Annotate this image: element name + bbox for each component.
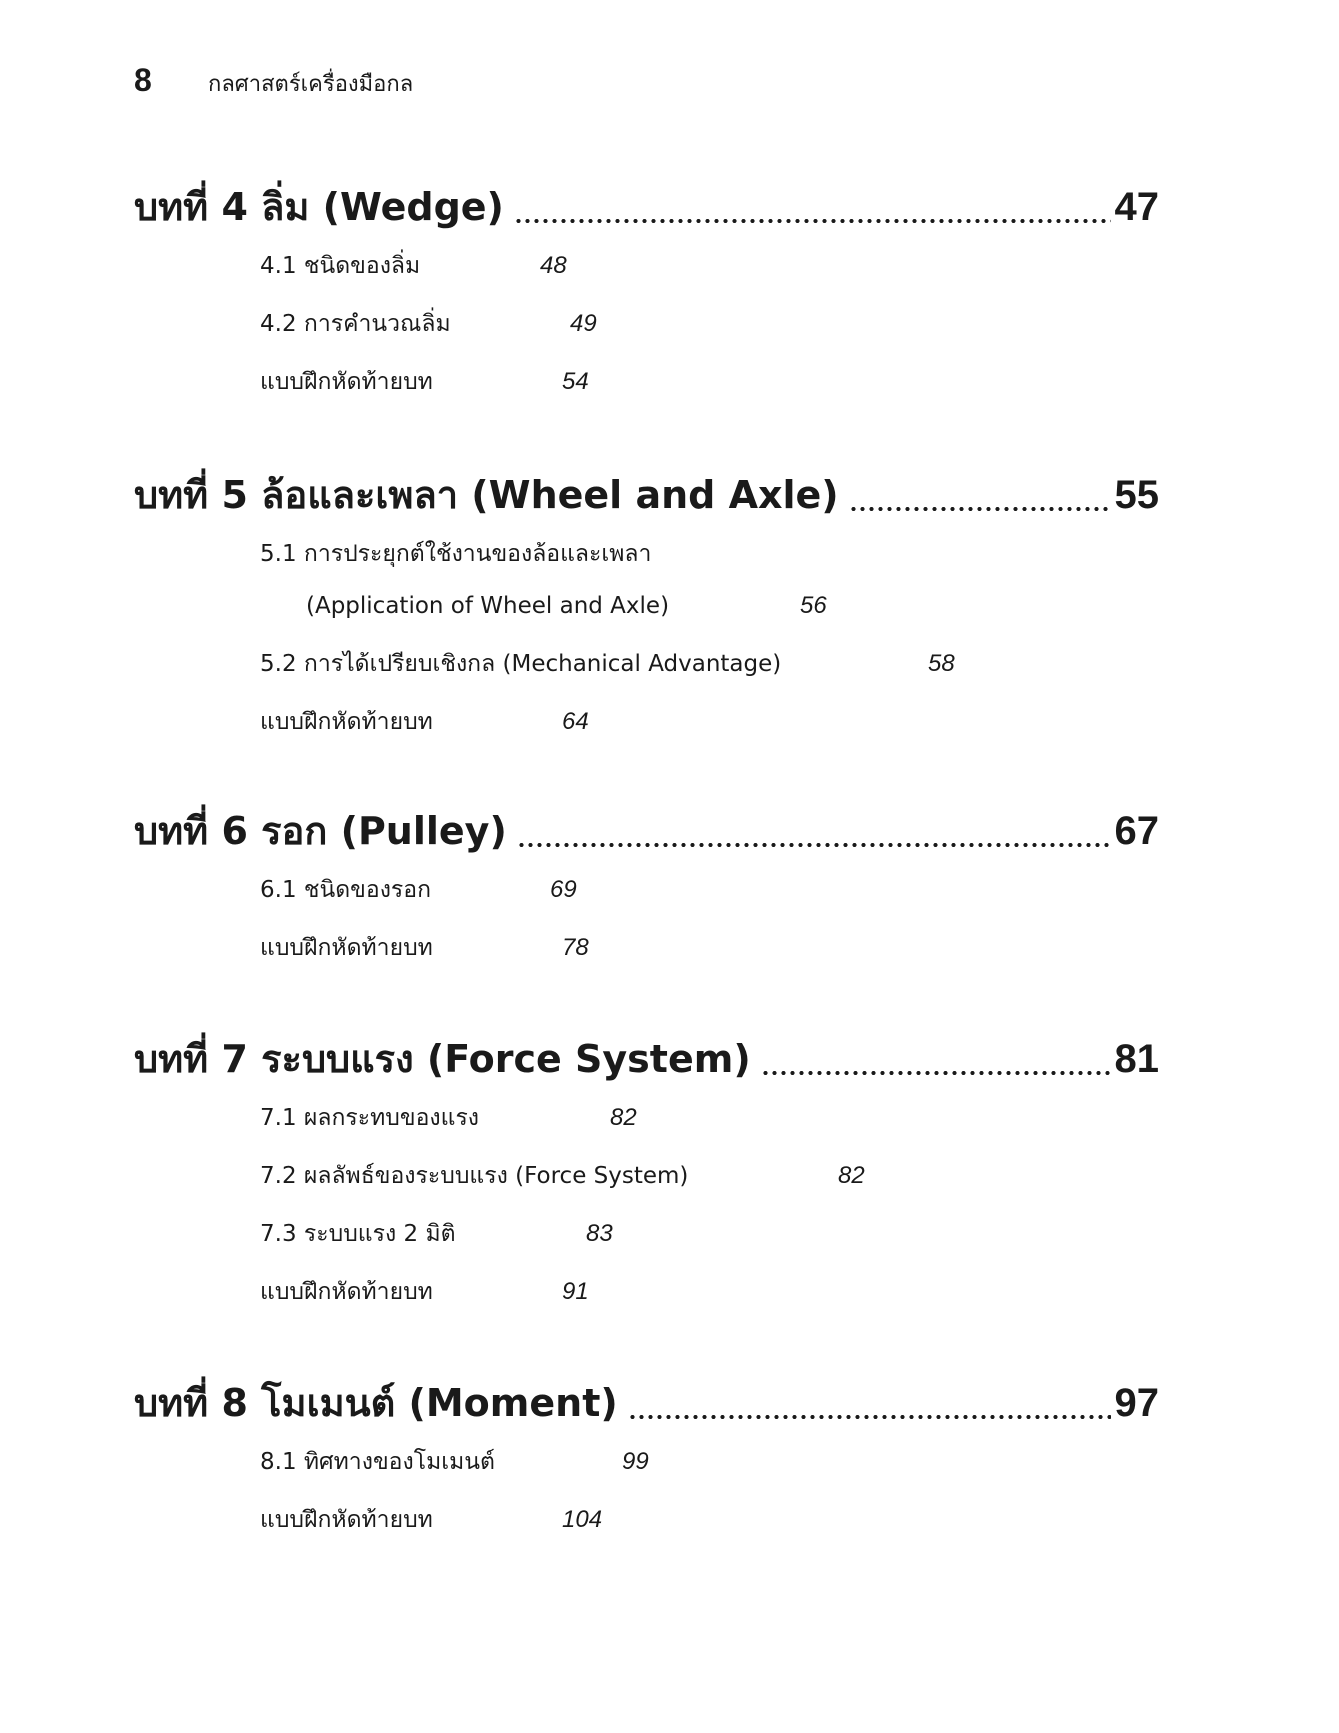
chapter-8	[134, 1372, 1159, 1560]
entry-text: 7.1 ผลกระทบของแรง	[260, 1105, 480, 1131]
chapter-heading[interactable]	[134, 176, 1159, 238]
entry-page-number: 83	[586, 1220, 613, 1247]
chapter-page-number: 55	[1114, 473, 1159, 517]
entry-text: แบบฝึกหัดท้ายบท	[260, 1279, 433, 1305]
entry-text: แบบฝึกหัดท้ายบท	[260, 709, 433, 735]
dot-leader	[761, 1068, 1111, 1078]
entry-text: 7.2 ผลลัพธ์ของระบบแรง (Force System)	[260, 1163, 689, 1189]
chapter-page-number: 81	[1114, 1037, 1159, 1081]
page-header	[134, 62, 413, 101]
entry-page-number: 91	[562, 1278, 589, 1305]
toc-entry[interactable]	[260, 1100, 1159, 1158]
toc-entry[interactable]	[260, 646, 1159, 704]
entry-text: 7.3 ระบบแรง 2 มิติ	[260, 1221, 456, 1247]
entry-page-number: 58	[928, 650, 955, 677]
toc-entry[interactable]	[260, 306, 1159, 364]
chapter-heading[interactable]	[134, 800, 1159, 862]
toc-entry[interactable]	[260, 872, 1159, 930]
entry-page-number: 69	[550, 876, 577, 903]
chapter-heading[interactable]	[134, 1028, 1159, 1090]
chapter-title: บทที่ 7 ระบบแรง (Force System)	[134, 1037, 751, 1081]
section-list	[260, 1444, 1159, 1560]
entry-page-number: 54	[562, 368, 589, 395]
chapter-page-number: 97	[1114, 1381, 1159, 1425]
chapter-title: บทที่ 6 รอก (Pulley)	[134, 809, 507, 853]
toc-entry-exercises[interactable]	[260, 704, 1159, 762]
section-list	[260, 1100, 1159, 1332]
dot-leader	[849, 504, 1111, 514]
entry-page-number: 78	[562, 934, 589, 961]
toc-entry[interactable]	[260, 1216, 1159, 1274]
entry-page-number: 56	[800, 592, 827, 619]
dot-leader	[628, 1412, 1111, 1422]
entry-text: แบบฝึกหัดท้ายบท	[260, 935, 433, 961]
section-list	[260, 872, 1159, 988]
entry-page-number: 82	[838, 1162, 865, 1189]
toc-entry[interactable]	[260, 1158, 1159, 1216]
chapter-4	[134, 176, 1159, 422]
chapter-title: บทที่ 5 ล้อและเพลา (Wheel and Axle)	[134, 473, 839, 517]
toc-entry-exercises[interactable]	[260, 364, 1159, 422]
entry-text: 8.1 ทิศทางของโมเมนต์	[260, 1449, 495, 1475]
section-list	[260, 248, 1159, 422]
toc-entry[interactable]	[260, 1444, 1159, 1502]
toc-entry-exercises[interactable]	[260, 1502, 1159, 1560]
chapter-heading[interactable]	[134, 1372, 1159, 1434]
entry-text: 6.1 ชนิดของรอก	[260, 877, 432, 903]
entry-text: 5.1 การประยุกต์ใช้งานของล้อและเพลา	[260, 541, 652, 567]
dot-leader	[517, 840, 1111, 850]
section-list	[260, 536, 1159, 762]
chapter-7	[134, 1028, 1159, 1332]
entry-text: 5.2 การได้เปรียบเชิงกล (Mechanical Advantage)	[260, 651, 782, 677]
chapter-page-number: 67	[1114, 809, 1159, 853]
entry-text: แบบฝึกหัดท้ายบท	[260, 369, 433, 395]
chapter-page-number: 47	[1114, 185, 1159, 229]
entry-text: 4.1 ชนิดของลิ่ม	[260, 253, 421, 279]
toc-entry[interactable]	[260, 248, 1159, 306]
toc-entry-exercises[interactable]	[260, 930, 1159, 988]
entry-page-number: 64	[562, 708, 589, 735]
chapter-title: บทที่ 4 ลิ่ม (Wedge)	[134, 185, 504, 229]
entry-text: (Application of Wheel and Axle)	[306, 593, 670, 619]
entry-text: 4.2 การคำนวณลิ่ม	[260, 311, 451, 337]
entry-text: แบบฝึกหัดท้ายบท	[260, 1507, 433, 1533]
toc-entry-continuation[interactable]	[260, 588, 1159, 646]
toc-entry[interactable]	[260, 536, 1159, 588]
entry-page-number: 82	[610, 1104, 637, 1131]
toc-entry-exercises[interactable]	[260, 1274, 1159, 1332]
entry-page-number: 49	[570, 310, 597, 337]
entry-page-number: 99	[622, 1448, 649, 1475]
dot-leader	[514, 216, 1111, 226]
entry-page-number: 104	[562, 1506, 603, 1533]
page-number: 8	[134, 62, 152, 98]
book-title: กลศาสตร์เครื่องมือกล	[208, 72, 414, 97]
chapter-title: บทที่ 8 โมเมนต์ (Moment)	[134, 1381, 618, 1425]
entry-page-number: 48	[540, 252, 567, 279]
chapter-6	[134, 800, 1159, 988]
chapter-heading[interactable]	[134, 464, 1159, 526]
chapter-5	[134, 464, 1159, 762]
